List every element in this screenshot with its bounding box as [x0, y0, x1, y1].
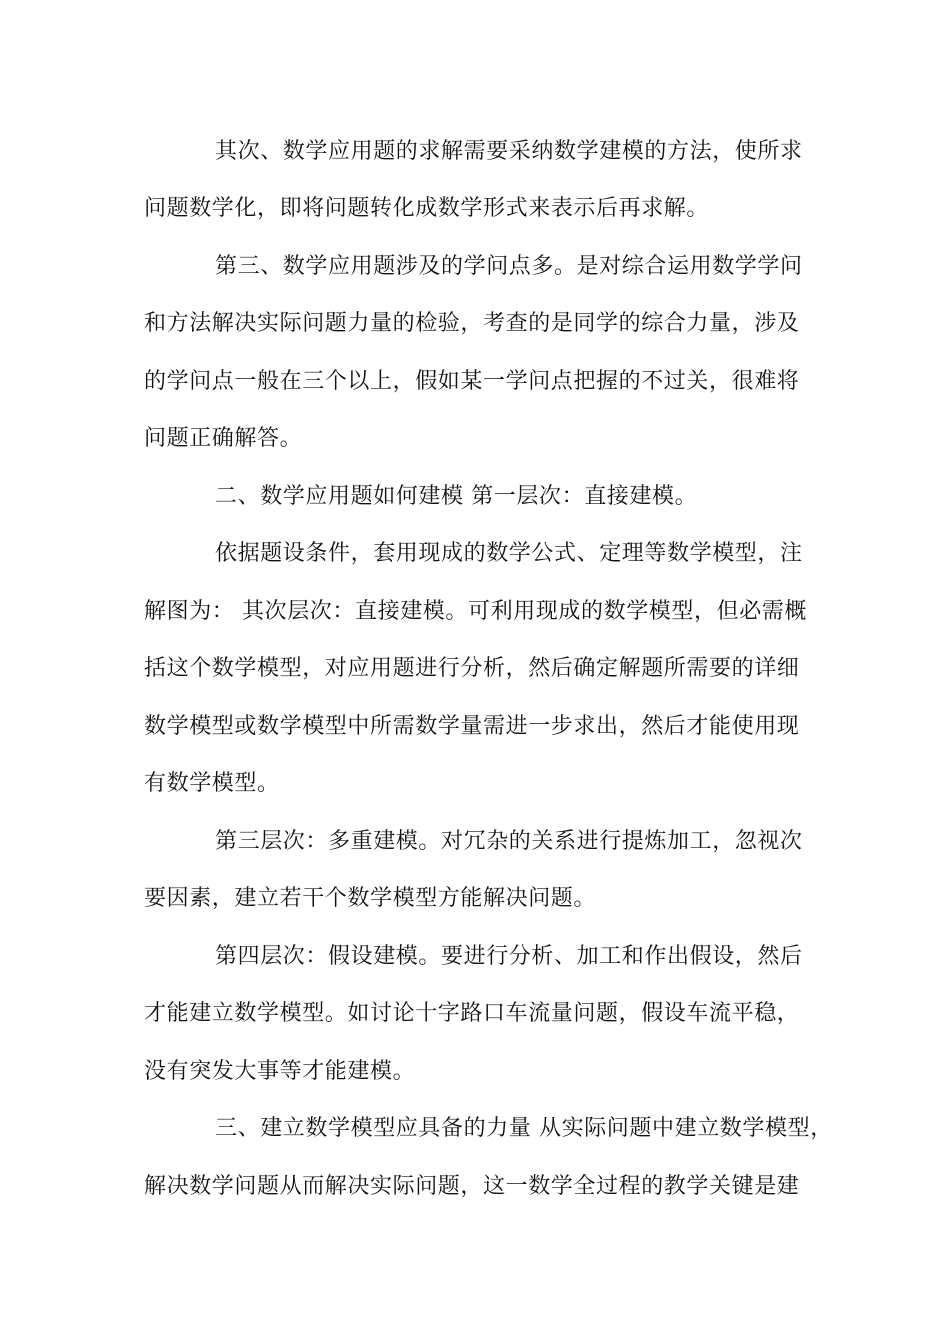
text-line: 括这个数学模型，对应用题进行分析，然后确定解题所需要的详细	[144, 656, 800, 681]
text-line: 解决数学问题从而解决实际问题，这一数学全过程的教学关键是建	[144, 1174, 800, 1199]
text-line: 没有突发大事等才能建模。	[144, 1059, 416, 1084]
text-line: 第四层次：假设建模。要进行分析、加工和作出假设，然后	[215, 944, 803, 969]
section-heading: 二、数学应用题如何建模 第一层次：直接建模。	[215, 484, 698, 509]
text-line: 其次、数学应用题的求解需要采纳数学建模的方法，使所求	[215, 139, 803, 164]
text-line: 的学问点一般在三个以上，假如某一学问点把握的不过关，很难将	[144, 369, 800, 394]
text-line: 才能建立数学模型。如讨论十字路口车流量问题，假设车流平稳，	[144, 1001, 800, 1026]
text-line: 要因素，建立若干个数学模型方能解决问题。	[144, 886, 597, 911]
text-line: 解图为： 其次层次：直接建模。可利用现成的数学模型，但必需概	[144, 599, 807, 624]
text-line: 数学模型或数学模型中所需数学量需进一步求出，然后才能使用现	[144, 714, 800, 739]
text-line: 问题数学化，即将问题转化成数学形式来表示后再求解。	[144, 196, 710, 221]
section-heading: 三、建立数学模型应具备的力量 从实际问题中建立数学模型，	[215, 1116, 833, 1141]
text-line: 第三层次：多重建模。对冗杂的关系进行提炼加工，忽视次	[215, 829, 803, 854]
text-line: 依据题设条件，套用现成的数学公式、定理等数学模型，注	[215, 541, 803, 566]
text-line: 问题正确解答。	[144, 426, 303, 451]
text-line: 第三、数学应用题涉及的学问点多。是对综合运用数学学问	[215, 254, 803, 279]
text-line: 有数学模型。	[144, 771, 280, 796]
text-line: 和方法解决实际问题力量的检验，考查的是同学的综合力量，涉及	[144, 311, 800, 336]
